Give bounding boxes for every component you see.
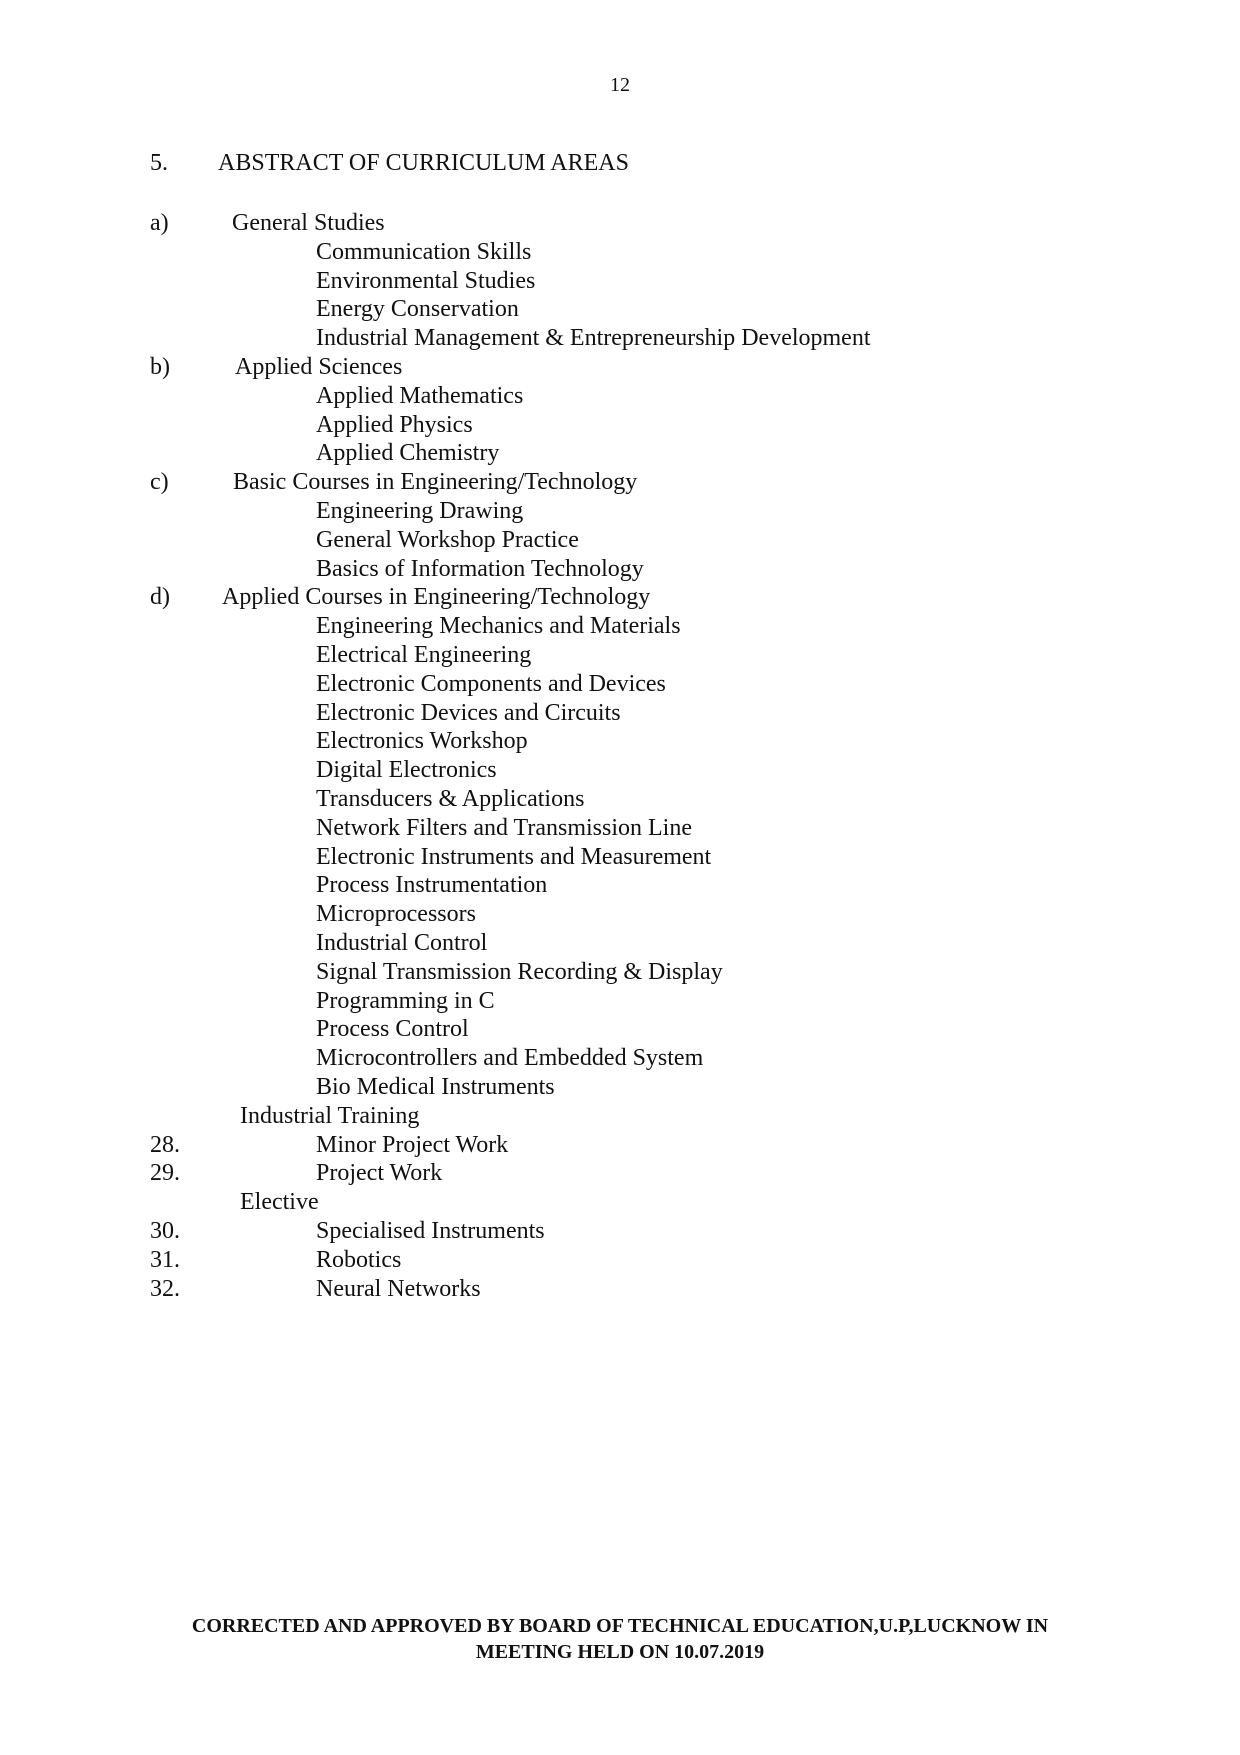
subject-label: Process Control: [316, 1016, 469, 1043]
subject-number: 30.: [150, 1218, 180, 1244]
subject-label: Engineering Mechanics and Materials: [316, 613, 681, 640]
subject-row: [0, 756, 1240, 784]
category-label: Elective: [240, 1189, 319, 1216]
subject-row: [0, 958, 1240, 986]
subject-row: [0, 324, 1240, 352]
subject-label: Electronic Components and Devices: [316, 670, 666, 697]
subject-number: 31.: [150, 1246, 180, 1273]
category-label: Basic Courses in Engineering/Technology: [233, 469, 638, 496]
subject-label: Process Instrumentation: [316, 872, 548, 899]
page-number: 12: [610, 74, 630, 96]
subject-label: Minor Project Work: [316, 1131, 509, 1158]
subject-number: 32.: [150, 1275, 180, 1302]
subject-label: Engineering Drawing: [316, 498, 524, 524]
category-row: [0, 1188, 1240, 1216]
subject-row: [0, 987, 1240, 1015]
subject-row: [0, 843, 1240, 871]
subject-label: Transducers & Applications: [316, 786, 585, 812]
subject-label: Bio Medical Instruments: [316, 1074, 555, 1100]
subject-label: Microprocessors: [316, 901, 476, 928]
subject-row: [0, 267, 1240, 295]
subject-label: Basics of Information Technology: [316, 555, 644, 582]
subject-row: [0, 439, 1240, 467]
subject-label: Specialised Instruments: [316, 1218, 545, 1244]
subject-label: Electronic Devices and Circuits: [316, 699, 621, 726]
subject-label: Electronics Workshop: [316, 728, 528, 755]
subject-row: [0, 1015, 1240, 1043]
category-row: [0, 353, 1240, 381]
subject-label: Digital Electronics: [316, 757, 497, 784]
subject-row: [0, 238, 1240, 266]
footer-line-1: CORRECTED AND APPROVED BY BOARD OF TECHNICAL EDUCATION,U.P,LUCKNOW IN: [191, 1615, 1049, 1637]
category-marker: a): [150, 210, 169, 236]
subject-row: [0, 497, 1240, 525]
subject-row: [0, 1275, 1240, 1303]
approval-footer: [0, 1613, 1240, 1665]
subject-label: Industrial Management & Entrepreneurship Development: [316, 325, 871, 352]
footer-line-2: MEETING HELD ON 10.07.2019: [475, 1641, 765, 1663]
subject-label: Environmental Studies: [316, 267, 536, 294]
subject-label: Robotics: [316, 1246, 402, 1273]
subject-label: Microcontrollers and Embedded System: [316, 1045, 704, 1072]
subject-label: Electrical Engineering: [316, 642, 532, 668]
subject-row: [0, 411, 1240, 439]
subject-label: Signal Transmission Recording & Display: [316, 958, 723, 985]
subject-row: [0, 612, 1240, 640]
subject-row: [0, 1073, 1240, 1101]
category-label: Industrial Training: [240, 1102, 420, 1129]
subject-row: [0, 727, 1240, 755]
category-label: Applied Courses in Engineering/Technology: [222, 584, 651, 611]
subject-row: [0, 670, 1240, 698]
section-number: 5.: [150, 150, 168, 176]
category-row: [0, 583, 1240, 611]
subject-row: [0, 555, 1240, 583]
subject-row: [0, 641, 1240, 669]
category-marker: d): [150, 584, 170, 611]
subject-row: [0, 1217, 1240, 1245]
subject-row: [0, 929, 1240, 957]
subject-label: Neural Networks: [316, 1275, 481, 1302]
category-marker: b): [150, 354, 170, 380]
subject-row: [0, 1044, 1240, 1072]
subject-label: Electronic Instruments and Measurement: [316, 843, 712, 870]
subject-number: 28.: [150, 1131, 180, 1158]
subject-number: 29.: [150, 1160, 180, 1187]
subject-row: [0, 785, 1240, 813]
category-label: Applied Sciences: [235, 354, 403, 380]
subject-label: Programming in C: [316, 987, 495, 1014]
subject-label: Network Filters and Transmission Line: [316, 814, 692, 841]
category-row: [0, 468, 1240, 496]
subject-row: [0, 699, 1240, 727]
subject-row: [0, 295, 1240, 323]
category-label: General Studies: [232, 210, 385, 236]
category-row: [0, 209, 1240, 237]
subject-label: Applied Chemistry: [316, 440, 500, 467]
subject-row: [0, 382, 1240, 410]
subject-row: [0, 900, 1240, 928]
subject-row: [0, 814, 1240, 842]
subject-row: [0, 1159, 1240, 1187]
subject-row: [0, 526, 1240, 554]
category-row: [0, 1102, 1240, 1130]
subject-label: Industrial Control: [316, 930, 488, 956]
subject-row: [0, 1131, 1240, 1159]
subject-label: General Workshop Practice: [316, 526, 579, 553]
subject-label: Project Work: [316, 1160, 443, 1187]
subject-label: Energy Conservation: [316, 296, 519, 323]
subject-label: Applied Physics: [316, 411, 473, 438]
subject-row: [0, 1246, 1240, 1274]
subject-label: Communication Skills: [316, 238, 532, 265]
subject-row: [0, 871, 1240, 899]
category-marker: c): [150, 469, 169, 496]
section-title: ABSTRACT OF CURRICULUM AREAS: [218, 150, 629, 176]
subject-label: Applied Mathematics: [316, 382, 524, 409]
